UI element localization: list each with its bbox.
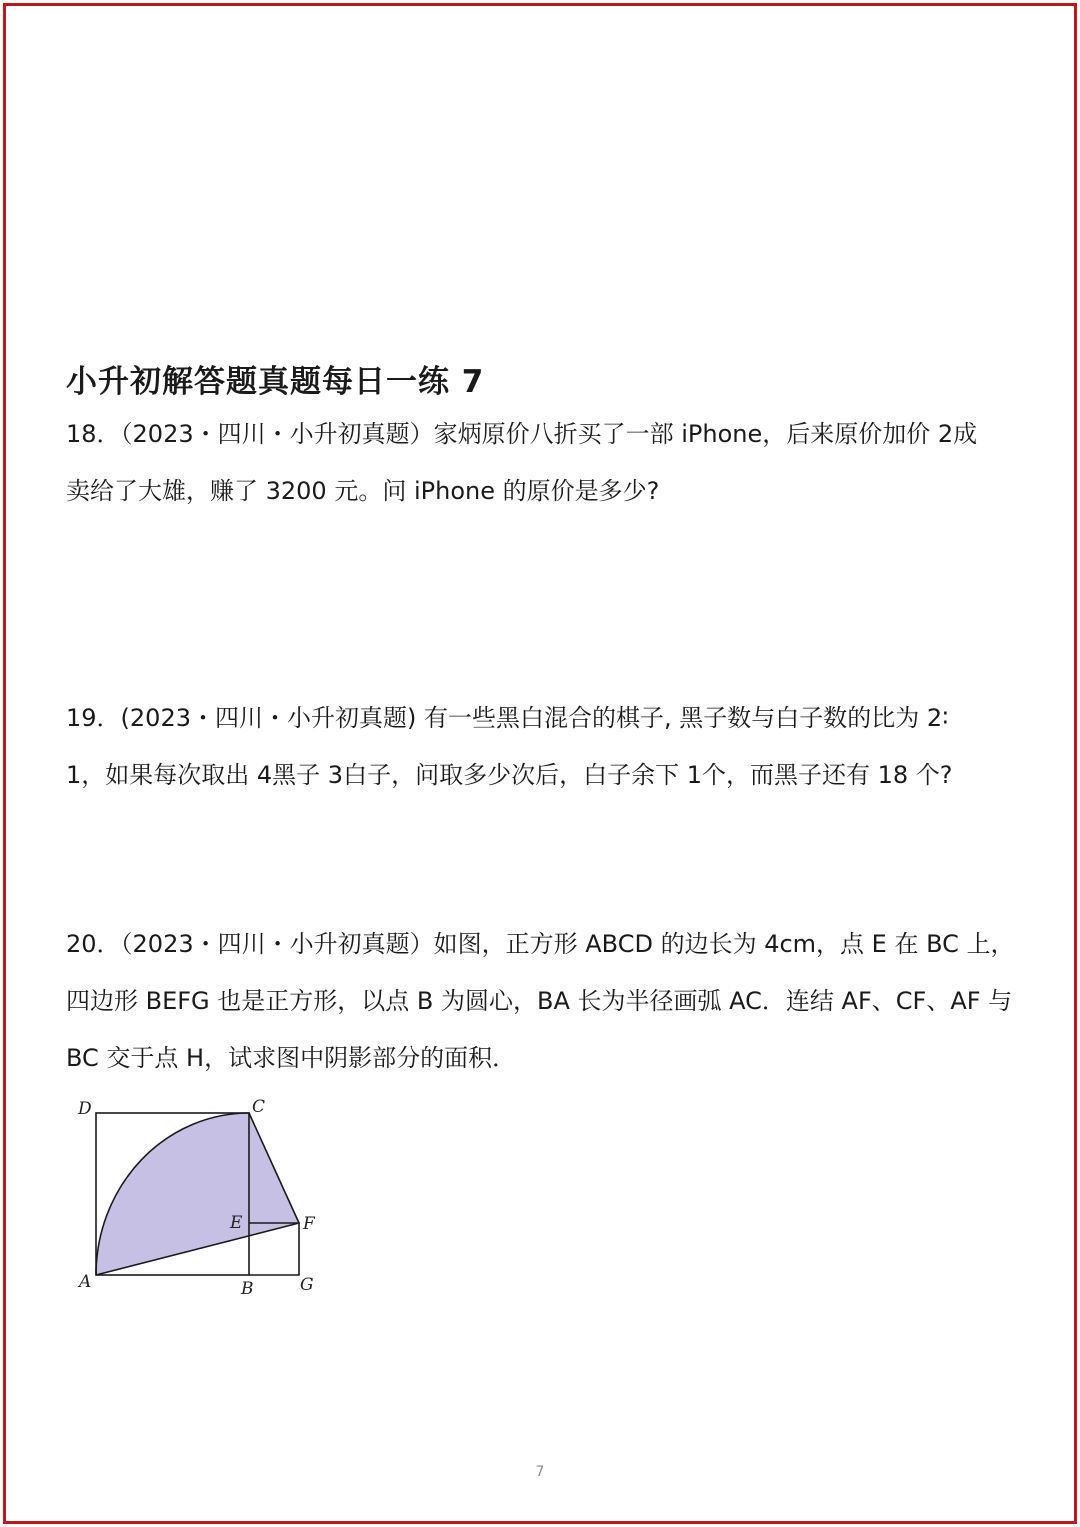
shaded-region bbox=[96, 1113, 299, 1275]
label-d: D bbox=[78, 1099, 92, 1119]
problem-19 bbox=[66, 690, 1036, 804]
geometry-figure bbox=[70, 1092, 330, 1302]
page-number: 7 bbox=[535, 1464, 545, 1480]
label-a: A bbox=[79, 1272, 92, 1292]
worksheet-title: 小升初解答题真题每日一练 7 bbox=[66, 364, 485, 400]
label-f: F bbox=[303, 1214, 315, 1234]
problem-18 bbox=[66, 406, 1036, 520]
problem-20-line-2: 四边形 BEFG 也是正方形，以点 B 为圆心，BA 长为半径画弧 AC．连结 AF、CF、AF 与 bbox=[66, 987, 1013, 1015]
label-e: E bbox=[230, 1213, 243, 1233]
problem-20-line-3: BC 交于点 H，试求图中阴影部分的面积． bbox=[66, 1044, 517, 1072]
problem-19-line-1: 19．(2023・四川・小升初真题) 有一些黑白混合的棋子, 黑子数与白子数的比为 2∶ bbox=[66, 704, 949, 732]
problem-20 bbox=[66, 916, 1036, 1087]
label-g: G bbox=[300, 1275, 314, 1295]
problem-18-line-1: 18．（2023・四川・小升初真题）家炳原价八折买了一部 iPhone，后来原价加价 2成 bbox=[66, 420, 978, 448]
problem-19-line-2: 1，如果每次取出 4黑子 3白子，问取多少次后，白子余下 1个，而黑子还有 18 个? bbox=[66, 761, 953, 789]
problem-20-line-1: 20．（2023・四川・小升初真题）如图，正方形 ABCD 的边长为 4cm，点 E 在 BC 上， bbox=[66, 930, 1015, 958]
problem-18-line-2: 卖给了大雄，赚了 3200 元。问 iPhone 的原价是多少? bbox=[66, 477, 660, 505]
label-b: B bbox=[241, 1279, 254, 1299]
label-c: C bbox=[252, 1097, 266, 1117]
